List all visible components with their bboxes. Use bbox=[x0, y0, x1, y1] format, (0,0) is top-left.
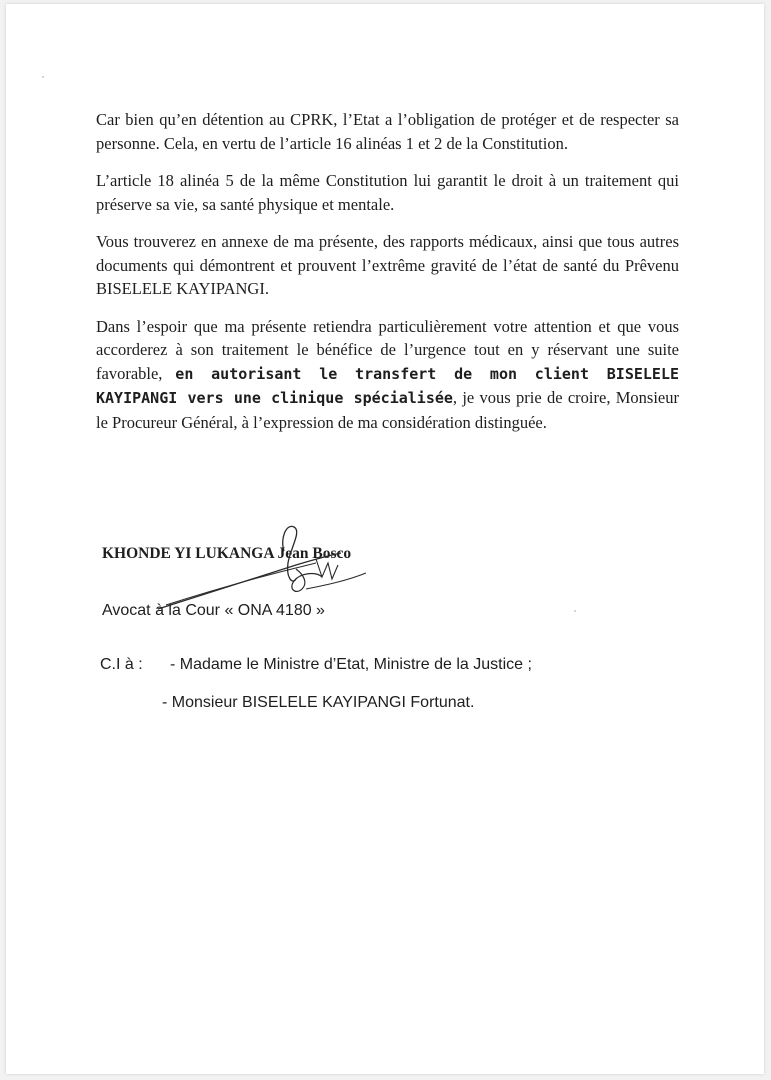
paragraph-article-18: L’article 18 alinéa 5 de la même Constitution lui garantit le droit à un traitement qui préserve sa vie, sa santé physique et mentale. bbox=[96, 171, 679, 214]
closing-request-bold: en autorisant le transfert de mon client BISELELE KAYIPANGI vers une clinique spécialisée bbox=[96, 364, 679, 407]
signer-name: KHONDE YI LUKANGA Jean Bosco bbox=[102, 545, 352, 562]
closing-text-start: Dans l’espoir que ma présente retiendra particulièrement votre attention et que vous accorderez à son traitement le bénéfice de l’urgence tout en y réservant une suite favorable, bbox=[96, 316, 679, 383]
paragraph-annexe: Vous trouverez en annexe de ma présente, des rapports médicaux, ainsi que tous autres documents qui démontrent et prouvent l’extrême gravité de l’état de santé du Prêvenu BISELELE KAYIPANGI. bbox=[96, 232, 679, 298]
letter-body bbox=[96, 108, 679, 448]
cc-recipient-client: - Monsieur BISELELE KAYIPANGI Fortunat. bbox=[162, 694, 475, 711]
paragraph-detention: Car bien qu’en détention au CPRK, l’Etat a l’obligation de protéger et de respecter sa personne. Cela, en vertu de l’article 16 alinéas 1 et 2 de la Constitution. bbox=[96, 110, 679, 153]
document-page bbox=[6, 4, 764, 1074]
closing-text-end: , je vous prie de croire, Monsieur le Procureur Général, à l’expression de ma considération distinguée. bbox=[96, 388, 679, 432]
cc-label: C.I à : bbox=[100, 656, 143, 673]
scan-speck bbox=[574, 610, 576, 612]
cc-row-1 bbox=[100, 655, 532, 675]
paragraph-closing bbox=[96, 315, 679, 435]
cc-row-2 bbox=[100, 693, 532, 713]
signer-title: Avocat à la Cour « ONA 4180 » bbox=[102, 602, 325, 619]
scan-speck bbox=[42, 76, 44, 78]
copy-recipients bbox=[100, 655, 532, 713]
cc-recipient-minister: - Madame le Ministre d’Etat, Ministre de la Justice ; bbox=[170, 656, 532, 673]
